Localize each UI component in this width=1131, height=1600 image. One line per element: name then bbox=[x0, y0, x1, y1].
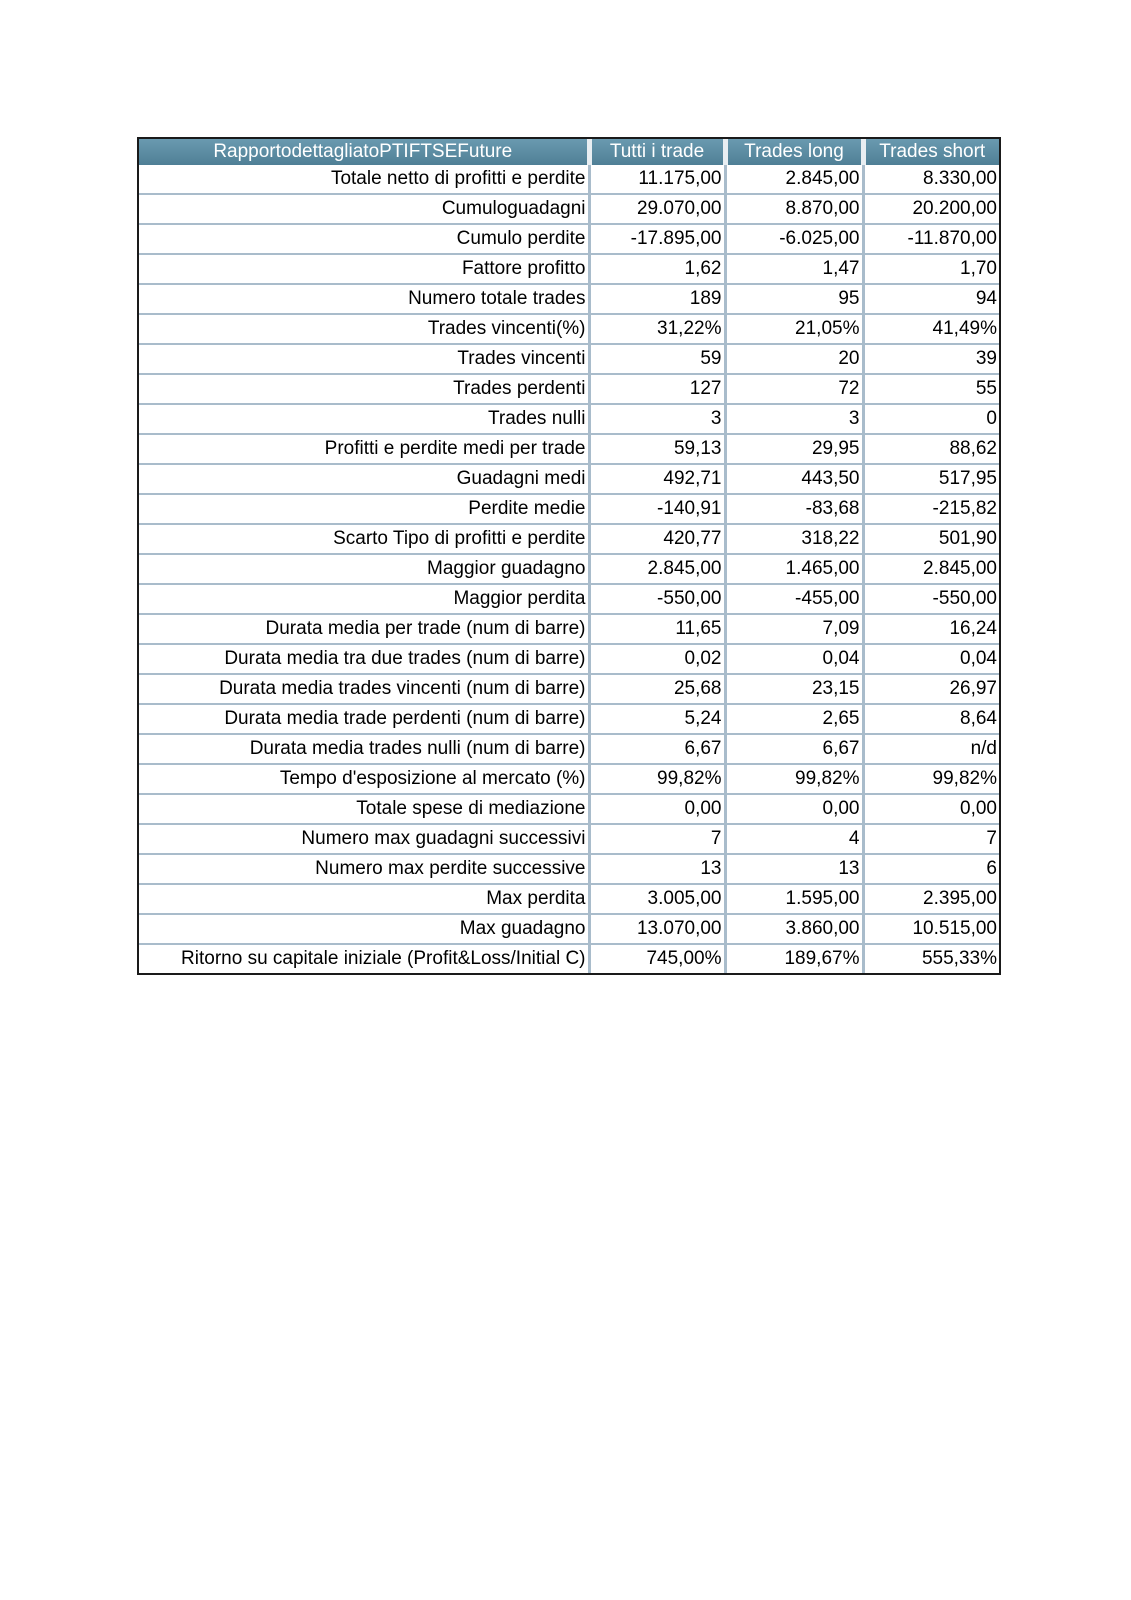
table-row bbox=[139, 284, 999, 314]
row-label: Totale netto di profitti e perdite bbox=[139, 165, 589, 194]
table-row bbox=[139, 944, 999, 973]
value-short-trades: 88,62 bbox=[863, 434, 999, 464]
value-short-trades: 0,00 bbox=[863, 794, 999, 824]
row-label: Cumuloguadagni bbox=[139, 194, 589, 224]
row-label: Durata media trades nulli (num di barre) bbox=[139, 734, 589, 764]
value-all-trades: -550,00 bbox=[589, 584, 725, 614]
table-row bbox=[139, 824, 999, 854]
value-long-trades: 443,50 bbox=[725, 464, 863, 494]
row-label: Totale spese di mediazione bbox=[139, 794, 589, 824]
value-all-trades: 13 bbox=[589, 854, 725, 884]
row-label: Scarto Tipo di profitti e perdite bbox=[139, 524, 589, 554]
value-short-trades: 6 bbox=[863, 854, 999, 884]
value-long-trades: 13 bbox=[725, 854, 863, 884]
value-short-trades: 1,70 bbox=[863, 254, 999, 284]
table-row bbox=[139, 704, 999, 734]
value-long-trades: 2.845,00 bbox=[725, 165, 863, 194]
table-row bbox=[139, 314, 999, 344]
value-all-trades: 420,77 bbox=[589, 524, 725, 554]
value-short-trades: -550,00 bbox=[863, 584, 999, 614]
value-all-trades: 0,02 bbox=[589, 644, 725, 674]
column-header-all-trades: Tutti i trade bbox=[589, 139, 725, 165]
value-short-trades: 16,24 bbox=[863, 614, 999, 644]
value-short-trades: -215,82 bbox=[863, 494, 999, 524]
value-all-trades: -140,91 bbox=[589, 494, 725, 524]
value-long-trades: -455,00 bbox=[725, 584, 863, 614]
table-row bbox=[139, 374, 999, 404]
row-label: Fattore profitto bbox=[139, 254, 589, 284]
value-long-trades: 2,65 bbox=[725, 704, 863, 734]
value-long-trades: 189,67% bbox=[725, 944, 863, 973]
value-long-trades: 29,95 bbox=[725, 434, 863, 464]
value-all-trades: 3.005,00 bbox=[589, 884, 725, 914]
value-all-trades: 7 bbox=[589, 824, 725, 854]
row-label: Cumulo perdite bbox=[139, 224, 589, 254]
table-row bbox=[139, 794, 999, 824]
value-short-trades: 20.200,00 bbox=[863, 194, 999, 224]
value-long-trades: 7,09 bbox=[725, 614, 863, 644]
value-long-trades: 6,67 bbox=[725, 734, 863, 764]
row-label: Max guadagno bbox=[139, 914, 589, 944]
value-short-trades: 26,97 bbox=[863, 674, 999, 704]
table-row bbox=[139, 344, 999, 374]
row-label: Guadagni medi bbox=[139, 464, 589, 494]
table-row bbox=[139, 674, 999, 704]
row-label: Durata media tra due trades (num di barre) bbox=[139, 644, 589, 674]
value-all-trades: 59,13 bbox=[589, 434, 725, 464]
row-label: Maggior perdita bbox=[139, 584, 589, 614]
table-row bbox=[139, 554, 999, 584]
value-short-trades: 501,90 bbox=[863, 524, 999, 554]
value-short-trades: 10.515,00 bbox=[863, 914, 999, 944]
value-all-trades: 29.070,00 bbox=[589, 194, 725, 224]
row-label: Durata media per trade (num di barre) bbox=[139, 614, 589, 644]
row-label: Numero totale trades bbox=[139, 284, 589, 314]
value-all-trades: 492,71 bbox=[589, 464, 725, 494]
value-all-trades: 5,24 bbox=[589, 704, 725, 734]
value-short-trades: 99,82% bbox=[863, 764, 999, 794]
value-all-trades: 2.845,00 bbox=[589, 554, 725, 584]
value-all-trades: 11.175,00 bbox=[589, 165, 725, 194]
table-row bbox=[139, 884, 999, 914]
value-long-trades: 21,05% bbox=[725, 314, 863, 344]
table-row bbox=[139, 404, 999, 434]
table-row bbox=[139, 614, 999, 644]
table-row bbox=[139, 254, 999, 284]
detailed-report-table bbox=[137, 137, 1001, 975]
row-label: Max perdita bbox=[139, 884, 589, 914]
value-all-trades: -17.895,00 bbox=[589, 224, 725, 254]
table-row bbox=[139, 224, 999, 254]
table-row bbox=[139, 734, 999, 764]
value-short-trades: 555,33% bbox=[921, 948, 997, 969]
value-long-trades: 3.860,00 bbox=[725, 914, 863, 944]
value-all-trades: 3 bbox=[589, 404, 725, 434]
value-long-trades: 1.595,00 bbox=[725, 884, 863, 914]
value-long-trades: 4 bbox=[725, 824, 863, 854]
table-row bbox=[139, 434, 999, 464]
value-all-trades: 127 bbox=[589, 374, 725, 404]
table-row bbox=[139, 524, 999, 554]
value-long-trades: 0,00 bbox=[725, 794, 863, 824]
value-all-trades: 13.070,00 bbox=[589, 914, 725, 944]
value-long-trades: 72 bbox=[725, 374, 863, 404]
table-row bbox=[139, 644, 999, 674]
value-short-trades: 8,64 bbox=[863, 704, 999, 734]
value-all-trades: 11,65 bbox=[589, 614, 725, 644]
table-row bbox=[139, 914, 999, 944]
header-row bbox=[139, 139, 999, 165]
row-label: Trades nulli bbox=[139, 404, 589, 434]
row-label: Tempo d'esposizione al mercato (%) bbox=[139, 764, 589, 794]
row-label: Trades vincenti(%) bbox=[139, 314, 589, 344]
value-short-trades: n/d bbox=[863, 734, 999, 764]
value-long-trades: 1.465,00 bbox=[725, 554, 863, 584]
table-row bbox=[139, 464, 999, 494]
table-row bbox=[139, 494, 999, 524]
value-long-trades: 3 bbox=[725, 404, 863, 434]
value-short-trades: 8.330,00 bbox=[863, 165, 999, 194]
value-all-trades: 31,22% bbox=[589, 314, 725, 344]
value-short-trades: -11.870,00 bbox=[863, 224, 999, 254]
row-label: Numero max perdite successive bbox=[139, 854, 589, 884]
row-label: Durata media trades vincenti (num di barre) bbox=[139, 674, 589, 704]
value-all-trades: 6,67 bbox=[589, 734, 725, 764]
value-short-trades: 39 bbox=[863, 344, 999, 374]
table-row bbox=[139, 584, 999, 614]
value-long-trades: 318,22 bbox=[725, 524, 863, 554]
value-all-trades: 99,82% bbox=[589, 764, 725, 794]
value-short-trades: 94 bbox=[863, 284, 999, 314]
value-short-trades: 517,95 bbox=[863, 464, 999, 494]
value-short-trades: 0,04 bbox=[863, 644, 999, 674]
value-long-trades: 1,47 bbox=[725, 254, 863, 284]
value-all-trades: 189 bbox=[589, 284, 725, 314]
row-label: Profitti e perdite medi per trade bbox=[139, 434, 589, 464]
row-label: Durata media trade perdenti (num di barre) bbox=[139, 704, 589, 734]
row-label: Ritorno su capitale iniziale (Profit&Loss/Initial C) bbox=[139, 944, 589, 973]
table-row bbox=[139, 194, 999, 224]
value-long-trades: -6.025,00 bbox=[725, 224, 863, 254]
value-short-trades: 55 bbox=[863, 374, 999, 404]
value-long-trades: 23,15 bbox=[725, 674, 863, 704]
table-row bbox=[139, 165, 999, 194]
value-all-trades: 745,00% bbox=[589, 944, 725, 973]
row-label: Numero max guadagni successivi bbox=[139, 824, 589, 854]
value-long-trades: 0,04 bbox=[725, 644, 863, 674]
row-label: Trades perdenti bbox=[139, 374, 589, 404]
value-long-trades: 20 bbox=[725, 344, 863, 374]
value-long-trades: 95 bbox=[725, 284, 863, 314]
table-row bbox=[139, 854, 999, 884]
value-short-trades: 0 bbox=[863, 404, 999, 434]
value-all-trades: 59 bbox=[589, 344, 725, 374]
value-long-trades: -83,68 bbox=[725, 494, 863, 524]
value-short-trades: 7 bbox=[863, 824, 999, 854]
row-label: Perdite medie bbox=[139, 494, 589, 524]
value-all-trades: 25,68 bbox=[589, 674, 725, 704]
column-header-long-trades: Trades long bbox=[725, 139, 863, 165]
value-long-trades: 8.870,00 bbox=[725, 194, 863, 224]
value-long-trades: 99,82% bbox=[725, 764, 863, 794]
value-short-trades: 2.395,00 bbox=[863, 884, 999, 914]
value-all-trades: 0,00 bbox=[589, 794, 725, 824]
report-title: RapportodettagliatoPTIFTSEFuture bbox=[139, 139, 589, 165]
column-header-short-trades: Trades short bbox=[863, 139, 999, 165]
value-short-trades: 2.845,00 bbox=[863, 554, 999, 584]
table-row bbox=[139, 764, 999, 794]
value-short-trades: 41,49% bbox=[863, 314, 999, 344]
value-all-trades: 1,62 bbox=[589, 254, 725, 284]
row-label: Maggior guadagno bbox=[139, 554, 589, 584]
row-label: Trades vincenti bbox=[139, 344, 589, 374]
